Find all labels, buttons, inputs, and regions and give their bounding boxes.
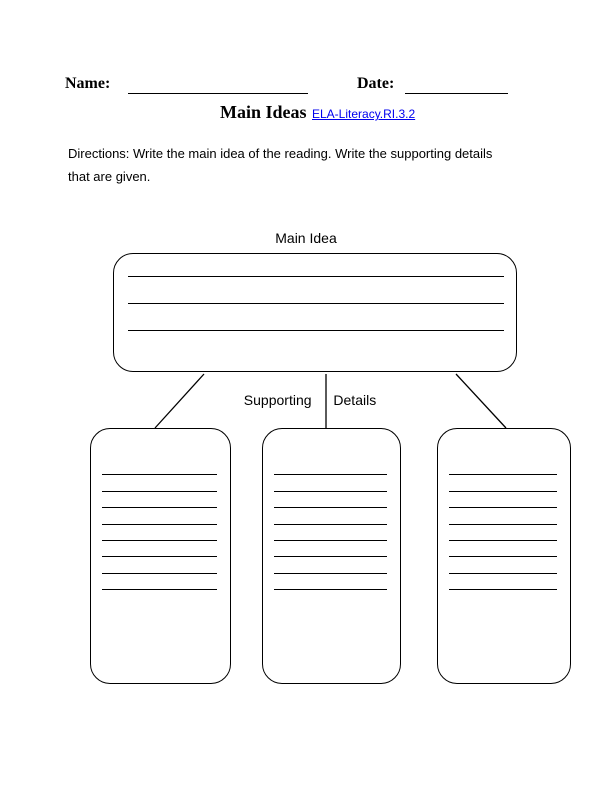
writing-line [449, 508, 557, 524]
writing-line [274, 508, 387, 524]
writing-line [128, 250, 504, 277]
writing-line [274, 492, 387, 508]
writing-line [449, 459, 557, 475]
writing-line [274, 541, 387, 557]
writing-line [274, 459, 387, 475]
writing-line [449, 475, 557, 491]
main-idea-label: Main Idea [275, 230, 337, 246]
writing-line [102, 541, 217, 557]
writing-line [449, 492, 557, 508]
writing-line [449, 541, 557, 557]
detail-box-3 [437, 428, 571, 684]
writing-line [102, 574, 217, 590]
detail-box-2 [262, 428, 401, 684]
detail-box-1-lines [102, 459, 217, 590]
date-blank-line [405, 93, 508, 94]
standard-link[interactable]: ELA-Literacy.RI.3.2 [312, 107, 416, 121]
writing-line [128, 277, 504, 304]
date-label: Date: [357, 75, 395, 92]
writing-line [102, 492, 217, 508]
writing-line [274, 475, 387, 491]
name-label: Name: [65, 75, 111, 92]
directions-text: Directions: Write the main idea of the reading. Write the supporting details that are given. [68, 146, 493, 184]
main-idea-box [113, 253, 517, 372]
writing-line [128, 304, 504, 331]
writing-line [274, 557, 387, 573]
writing-line [449, 557, 557, 573]
writing-line [102, 459, 217, 475]
supporting-details-label: Supporting Details [243, 392, 377, 408]
writing-line [102, 525, 217, 541]
detail-box-2-lines [274, 459, 387, 590]
writing-line [449, 574, 557, 590]
writing-line [102, 508, 217, 524]
writing-line [102, 475, 217, 491]
detail-box-3-lines [449, 459, 557, 590]
main-idea-lines [128, 250, 504, 331]
name-blank-line [128, 93, 308, 94]
worksheet-title: Main Ideas [220, 102, 307, 122]
writing-line [274, 574, 387, 590]
detail-box-1 [90, 428, 231, 684]
writing-line [274, 525, 387, 541]
writing-line [102, 557, 217, 573]
writing-line [449, 525, 557, 541]
